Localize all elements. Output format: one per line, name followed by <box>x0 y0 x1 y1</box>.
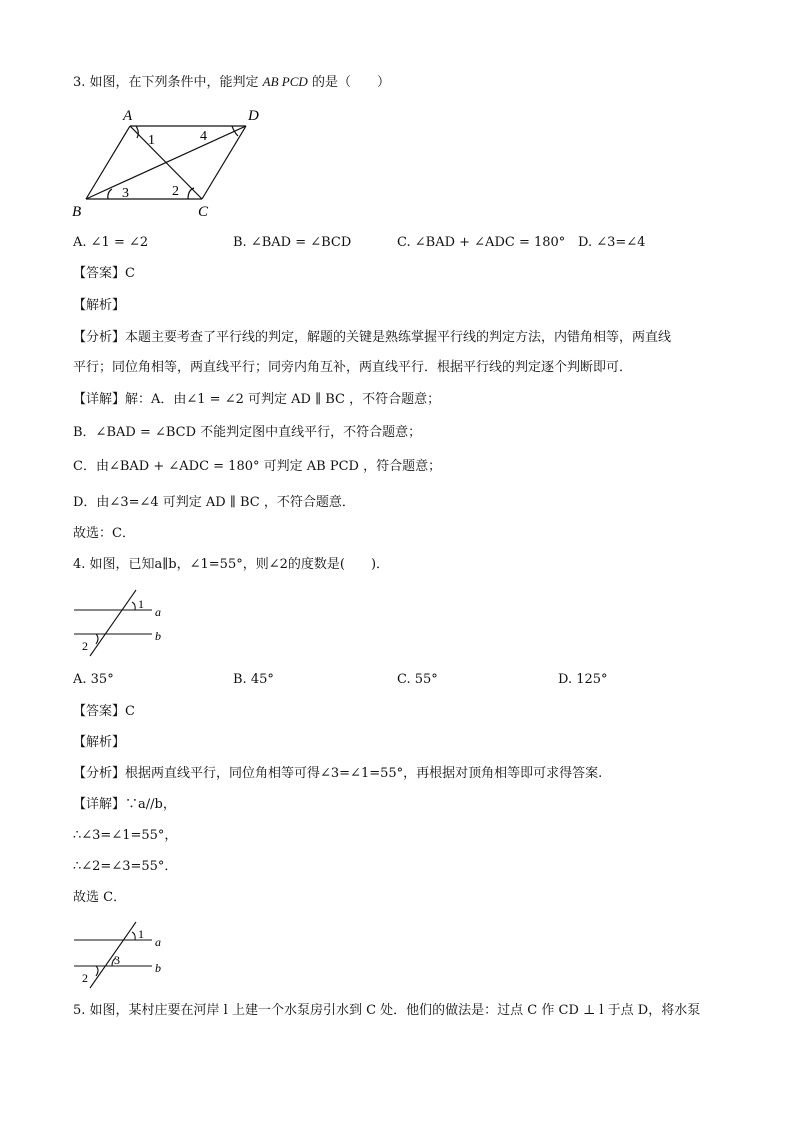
q3-option-b: B. ∠BAD = ∠BCD <box>233 235 352 250</box>
q4-angle-2: 2 <box>82 639 88 653</box>
q3-detail-line3: C．由∠BAD + ∠ADC = 180° 可判定 AB PCD ，符合题意； <box>73 459 442 474</box>
q3-option-c: C. ∠BAD + ∠ADC = 180° <box>397 235 566 250</box>
q4-analysis-tag: 【解析】 <box>73 735 126 750</box>
q4-solution-figure <box>70 920 180 992</box>
q4-option-a: A. 35° <box>73 672 114 687</box>
q4-stem: 4. 如图，已知a∥b，∠1=55°，则∠2的度数是( )． <box>73 557 390 572</box>
q3-choice: 故选：C． <box>73 526 135 541</box>
q4-angle-1: 1 <box>138 597 144 611</box>
q4-label-b: b <box>155 629 161 643</box>
q4-detail-line1: 【详解】∵a//b， <box>73 797 176 812</box>
q4-figure <box>70 588 180 660</box>
q4-detail-line3: ∴∠2=∠3=55°． <box>73 859 178 874</box>
q4-choice: 故选 C． <box>73 890 127 905</box>
q3-answer: 【答案】C <box>73 266 135 281</box>
q4s-label-b: b <box>155 961 161 975</box>
q4-answer: 【答案】C <box>73 704 135 719</box>
q3-analysis-line2: 平行；同位角相等，两直线平行；同旁内角互补，两直线平行．根据平行线的判定逐个判断即可． <box>73 360 633 375</box>
q3-label-D: D <box>248 108 259 124</box>
q3-detail-line2: B．∠BAD = ∠BCD 不能判定图中直线平行，不符合题意； <box>73 425 422 440</box>
q4s-angle-1: 1 <box>138 927 144 941</box>
q3-label-A: A <box>123 108 133 124</box>
q3-option-d: D. ∠3=∠4 <box>578 235 646 250</box>
q4s-angle-3: 3 <box>114 953 120 967</box>
q4-analysis: 【分析】根据两直线平行，同位角相等可得∠3=∠1=55°，再根据对顶角相等即可求得答案. <box>73 766 603 781</box>
q4-label-a: a <box>155 605 161 619</box>
q4s-label-a: a <box>155 935 161 949</box>
q3-angle-3: 3 <box>122 186 129 201</box>
q5-stem: 5. 如图，某村庄要在河岸 l 上建一个水泵房引水到 C 处．他们的做法是：过点 C 作 CD ⊥ l 于点 D，将水泵 <box>73 1003 701 1018</box>
q3-detail-line1: 【详解】解：A．由∠1 = ∠2 可判定 AD ∥ BC ，不符合题意； <box>73 392 441 407</box>
q3-figure <box>70 104 270 220</box>
q3-angle-4: 4 <box>200 129 207 144</box>
q3-label-C: C <box>198 204 209 220</box>
q3-option-a: A. ∠1 = ∠2 <box>73 235 149 250</box>
q3-stem: 3. 如图，在下列条件中，能判定 AB PCD 的是（ ） <box>73 74 390 90</box>
q4s-angle-2: 2 <box>82 971 88 985</box>
q3-analysis-line1: 【分析】本题主要考查了平行线的判定，解题的关键是熟练掌握平行线的判定方法，内错角相等，两直线 <box>73 330 672 345</box>
q3-detail-line4: D．由∠3=∠4 可判定 AD ∥ BC ，不符合题意． <box>73 495 355 510</box>
q4-option-d: D. 125° <box>558 672 608 687</box>
q4-option-b: B. 45° <box>233 672 274 687</box>
q4-option-c: C. 55° <box>397 672 438 687</box>
q3-label-B: B <box>72 204 82 220</box>
q3-analysis-tag: 【解析】 <box>73 298 126 313</box>
q3-angle-2: 2 <box>172 184 179 199</box>
q3-angle-1: 1 <box>148 133 155 148</box>
q4-detail-line2: ∴∠3=∠1=55°， <box>73 828 178 843</box>
